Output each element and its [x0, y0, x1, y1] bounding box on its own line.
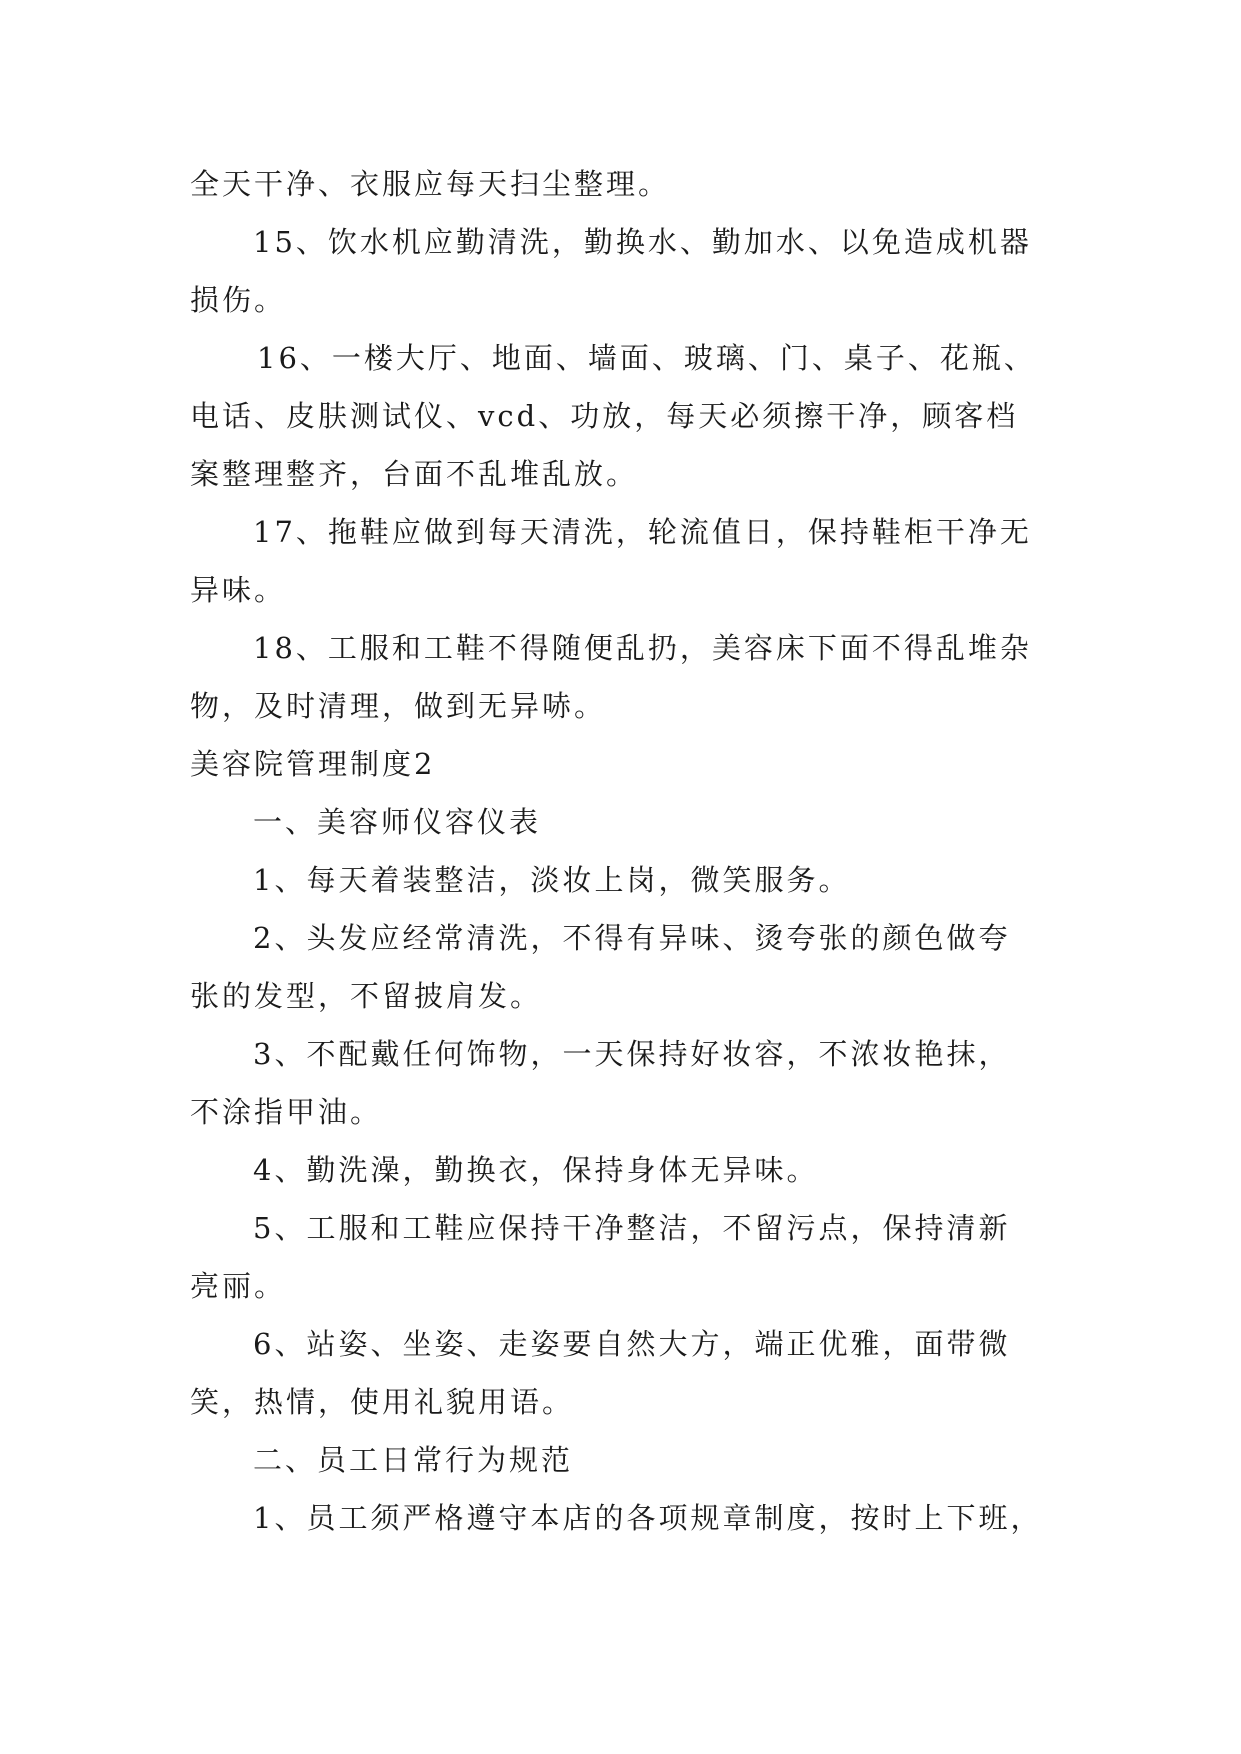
text-line: 异味。: [190, 573, 287, 607]
text-line: 4、勤洗澡，勤换衣，保持身体无异味。: [253, 1153, 819, 1187]
text-line: 15、饮水机应勤清洗，勤换水、勤加水、以免造成机器: [253, 225, 1032, 259]
text-line: 18、工服和工鞋不得随便乱扔，美容床下面不得乱堆杂: [253, 631, 1032, 665]
text-line: 全天干净、衣服应每天扫尘整理。: [190, 167, 671, 201]
text-line: 16、一楼大厅、地面、墙面、玻璃、门、桌子、花瓶、: [257, 341, 1036, 375]
text-line: 笑，热情，使用礼貌用语。: [190, 1385, 575, 1419]
text-line: 张的发型，不留披肩发。: [190, 979, 543, 1013]
subsection-heading: 二、员工日常行为规范: [253, 1443, 574, 1477]
text-line: 1、员工须严格遵守本店的各项规章制度，按时上下班，: [253, 1501, 1043, 1535]
text-line: 电话、皮肤测试仪、vcd、功放，每天必须擦干净，顾客档: [190, 399, 1019, 433]
text-line: 损伤。: [190, 283, 287, 317]
text-line: 物，及时清理，做到无异哧。: [190, 689, 607, 723]
subsection-heading: 一、美容师仪容仪表: [253, 805, 542, 839]
section-heading: 美容院管理制度2: [190, 747, 436, 781]
text-line: 17、拖鞋应做到每天清洗，轮流值日，保持鞋柜干净无: [253, 515, 1032, 549]
text-line: 1、每天着装整洁，淡妆上岗，微笑服务。: [253, 863, 851, 897]
text-line: 5、工服和工鞋应保持干净整洁，不留污点，保持清新: [253, 1211, 1011, 1245]
text-line: 6、站姿、坐姿、走姿要自然大方，端正优雅，面带微: [253, 1327, 1011, 1361]
text-line: 亮丽。: [190, 1269, 287, 1303]
text-line: 3、不配戴任何饰物，一天保持好妆容，不浓妆艳抹，: [253, 1037, 1011, 1071]
text-line: 不涂指甲油。: [190, 1095, 383, 1129]
text-line: 案整理整齐，台面不乱堆乱放。: [190, 457, 639, 491]
text-line: 2、头发应经常清洗，不得有异味、烫夸张的颜色做夸: [253, 921, 1011, 955]
document-body: [190, 155, 1070, 1547]
